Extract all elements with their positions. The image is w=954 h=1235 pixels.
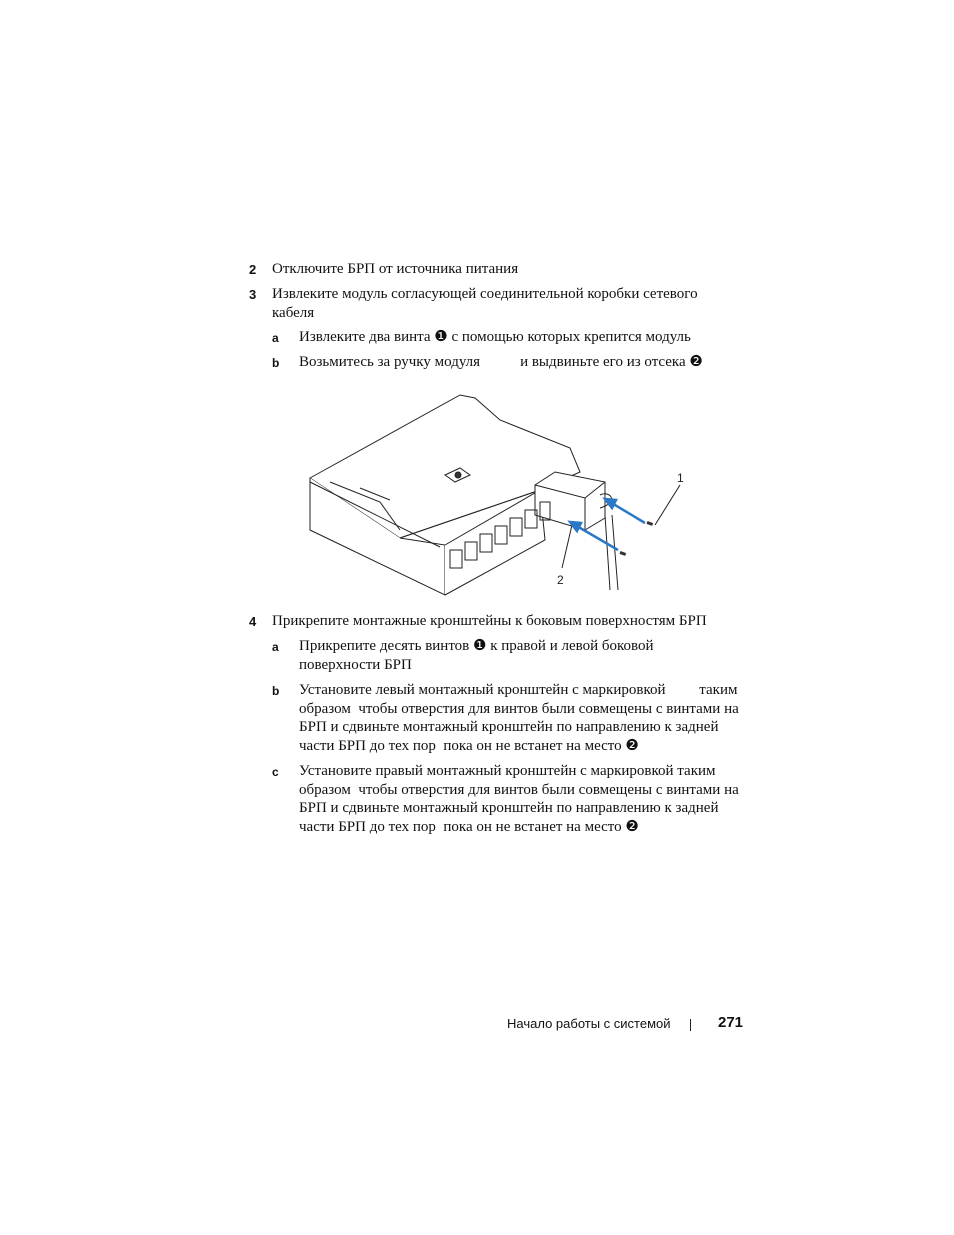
substep-letter: a bbox=[272, 331, 279, 345]
substep-text: Установите левый монтажный кронштейн с маркировкой таким образом чтобы отверстия для винтов были совмещены с винтами на БРП и сдвиньте монтажный кронштейн по направлению к задней части БРП до тех пор пока он не встанет на место ❷ bbox=[299, 682, 743, 754]
substep-letter: b bbox=[272, 684, 280, 698]
step-number: 3 bbox=[249, 287, 257, 302]
step-number: 4 bbox=[249, 614, 257, 629]
step-text: Прикрепите монтажные кронштейны к боковым поверхностям БРП bbox=[272, 613, 707, 629]
substep-text bbox=[299, 353, 741, 372]
substep-text-part: и выдвиньте его из отсека ❷ bbox=[520, 354, 703, 370]
footer-section-title: Начало работы с системой bbox=[507, 1016, 671, 1031]
page-number: 271 bbox=[718, 1014, 744, 1031]
substep-letter: c bbox=[272, 765, 279, 779]
callout-1: 1 bbox=[677, 471, 684, 485]
footer-divider bbox=[690, 1019, 691, 1031]
substep-text: Прикрепите десять винтов ❶ к правой и левой боковой поверхности БРП bbox=[299, 638, 654, 673]
step-number: 2 bbox=[249, 262, 257, 277]
step-text: Отключите БРП от источника питания bbox=[272, 261, 519, 277]
substep-text: Установите правый монтажный кронштейн с маркировкой таким образом чтобы отверстия для винтов были совмещены с винтами на БРП и сдвиньте монтажный кронштейн по направлению к задней части БРП до тех пор пока он не встанет на место ❷ bbox=[299, 763, 743, 835]
device-illustration bbox=[300, 390, 700, 600]
callout-2: 2 bbox=[557, 573, 564, 587]
substep-letter: b bbox=[272, 356, 280, 370]
substep-text-part: Возьмитесь за ручку модуля bbox=[299, 354, 481, 370]
substep-letter: a bbox=[272, 640, 279, 654]
step-text: Извлеките модуль согласующей соединительной коробки сетевого кабеля bbox=[272, 286, 698, 321]
substep-text: Извлеките два винта ❶ с помощью которых крепится модуль bbox=[299, 329, 691, 345]
